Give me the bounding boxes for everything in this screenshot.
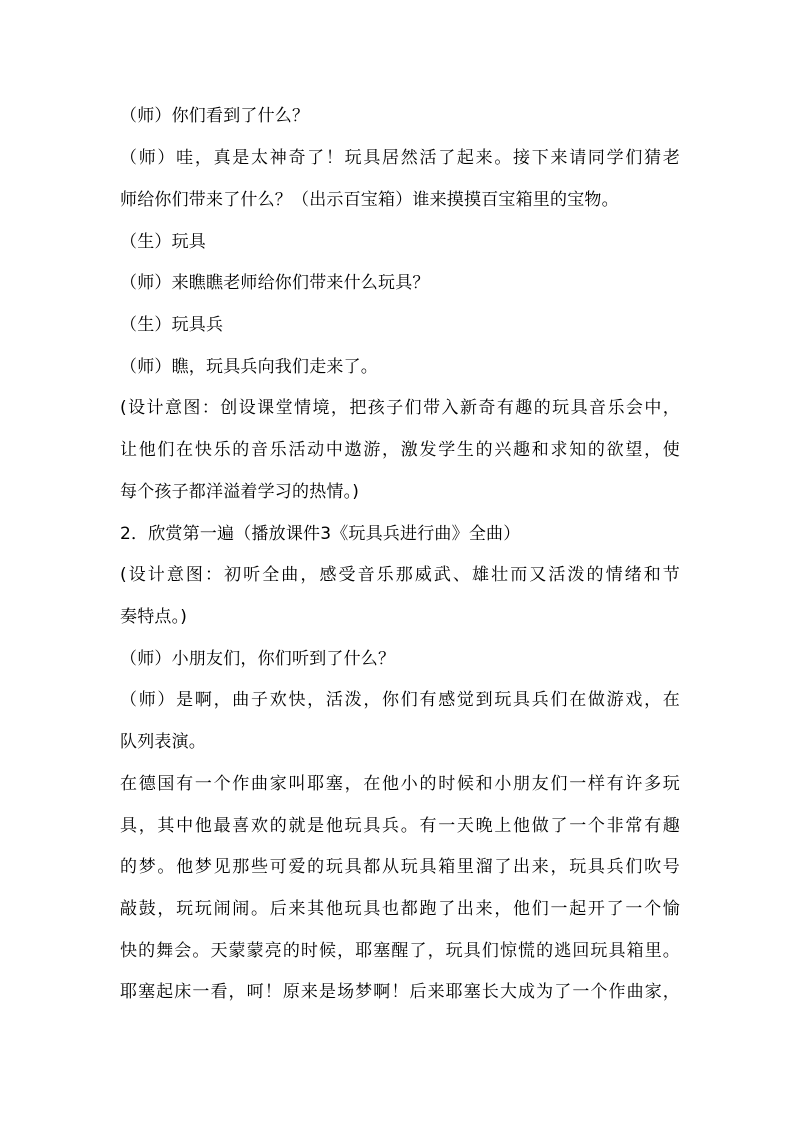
text-line: （师）哇，真是太神奇了！玩具居然活了起来。接下来请同学们猜老 (120, 148, 680, 168)
text-line: 耶塞起床一看，呵！原来是场梦啊！后来耶塞长大成为了一个作曲家， (120, 982, 680, 1002)
text-line: 队列表演。 (120, 732, 206, 752)
text-line: 奏特点。) (120, 607, 188, 627)
text-line: 在德国有一个作曲家叫耶塞，在他小的时候和小朋友们一样有许多玩 (120, 774, 680, 794)
text-line: (设计意图：创设课堂情境，把孩子们带入新奇有趣的玩具音乐会中， (120, 398, 680, 418)
text-line: 快的舞会。天蒙蒙亮的时候，耶塞醒了，玩具们惊慌的逃回玩具箱里。 (120, 941, 680, 961)
text-line: 师给你们带来了什么？（出示百宝箱）谁来摸摸百宝箱里的宝物。 (120, 190, 619, 210)
text-line: 让他们在快乐的音乐活动中遨游，激发学生的兴趣和求知的欲望，使 (120, 440, 680, 460)
text-line: 每个孩子都洋溢着学习的热情。) (120, 482, 360, 502)
text-line: 敲鼓，玩玩闹闹。后来其他玩具也都跑了出来，他们一起开了一个愉 (120, 899, 680, 919)
text-line: 2．欣赏第一遍（播放课件3《玩具兵进行曲》全曲） (120, 524, 521, 544)
text-line: （师）是啊，曲子欢快，活泼，你们有感觉到玩具兵们在做游戏，在 (120, 690, 680, 710)
text-line: (设计意图：初听全曲，感受音乐那威武、雄壮而又活泼的情绪和节 (120, 565, 680, 585)
text-line: （师）你们看到了什么？ (120, 106, 310, 126)
text-line: 的梦。他梦见那些可爱的玩具都从玩具箱里溜了出来，玩具兵们吹号 (120, 857, 680, 877)
text-line: （生）玩具兵 (120, 315, 224, 335)
text-line: （师）瞧，玩具兵向我们走来了。 (120, 357, 378, 377)
text-line: （师）小朋友们，你们听到了什么？ (120, 649, 396, 669)
text-line: 具，其中他最喜欢的就是他玩具兵。有一天晚上他做了一个非常有趣 (120, 816, 680, 836)
text-line: （师）来瞧瞧老师给你们带来什么玩具？ (120, 273, 430, 293)
text-line: （生）玩具 (120, 232, 206, 252)
